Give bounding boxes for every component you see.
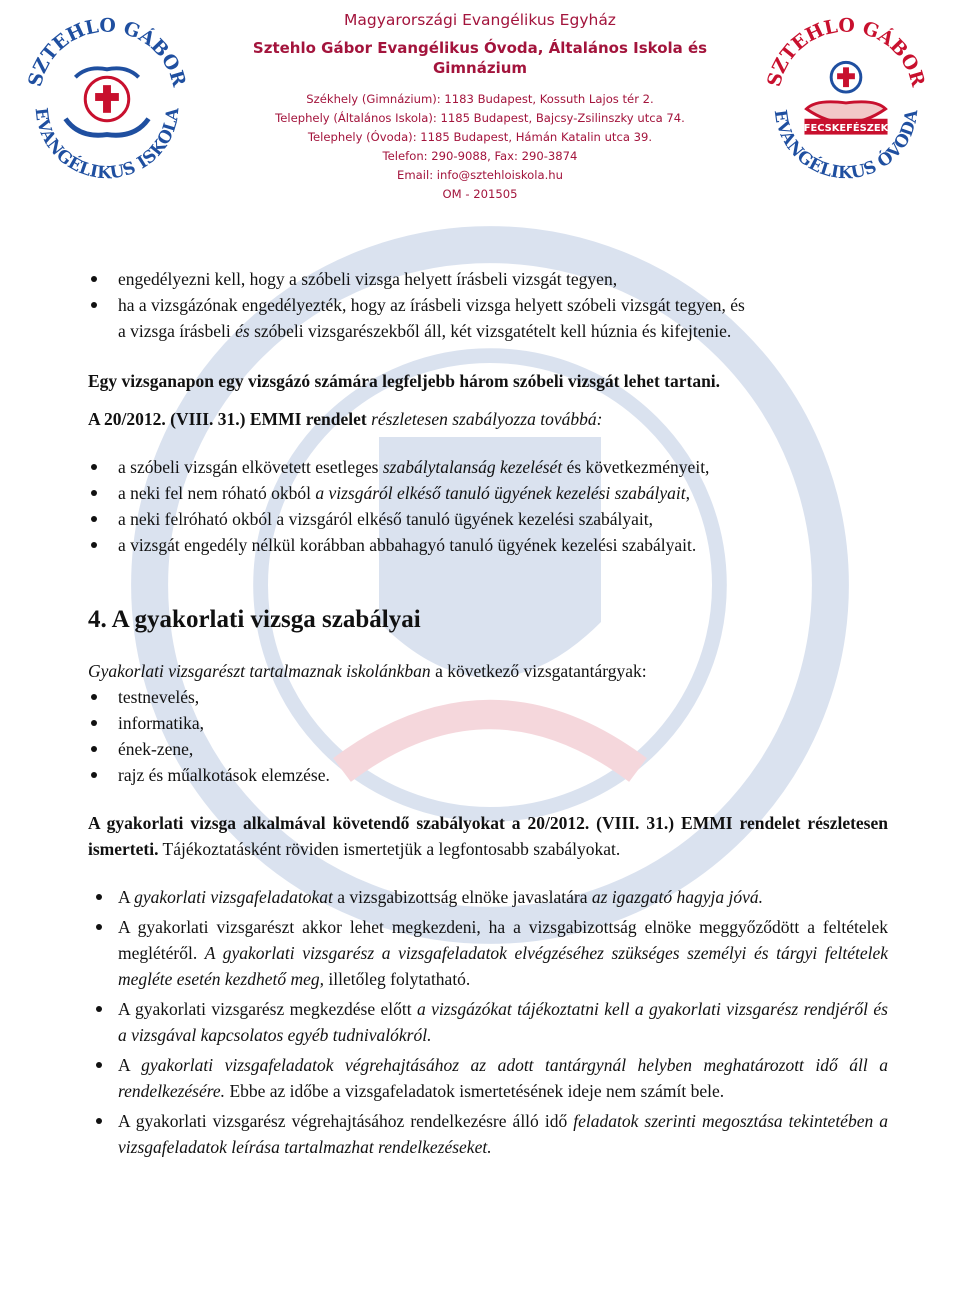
list-item: A gyakorlati vizsgafeladatok végrehajtásához az adott tantárgynál helyben meghatározott idő áll a rendelkezésére. Ebbe az időbe a vizsgafeladatok ismertetésének ideje nem számít bele. bbox=[118, 1052, 888, 1104]
bullet-icon bbox=[91, 276, 97, 282]
site-address-kindergarten: Telephely (Óvoda): 1185 Budapest, Hámán Katalin utca 39. bbox=[307, 130, 653, 144]
phone-fax: Telefon: 290-9088, Fax: 290-3874 bbox=[382, 149, 578, 163]
list-item: A gyakorlati vizsgafeladatokat a vizsgabizottság elnöke javaslatára az igazgató hagyja jóvá. bbox=[118, 884, 888, 910]
list-item: testnevelés, bbox=[88, 684, 888, 710]
logo-top-text: SZTEHLO GÁBOR bbox=[762, 14, 930, 90]
bullet-icon bbox=[91, 694, 97, 700]
list-item: A gyakorlati vizsgarészt akkor lehet megkezdeni, ha a vizsgabizottság elnöke meggyőződött a feltételek meglétéről. A gyakorlati vizsgarész a vizsgafeladatok elvégzéséhez szükséges személyi és tárgyi feltételek megléte esetén kezdhető meg, illetőleg folytatható. bbox=[118, 914, 888, 992]
one-day-rule: Egy vizsganapon egy vizsgázó számára legfeljebb három szóbeli vizsgát lehet tartani. bbox=[88, 371, 721, 391]
bullet-icon bbox=[91, 302, 97, 308]
section-heading: 4. A gyakorlati vizsga szabályai bbox=[88, 606, 421, 633]
letterhead-text bbox=[230, 10, 730, 204]
list-item: rajz és műalkotások elemzése. bbox=[88, 762, 888, 788]
site-address-school: Telephely (Általános Iskola): 1185 Budapest, Bajcsy-Zsilinszky utca 74. bbox=[275, 111, 685, 125]
bullet-icon bbox=[91, 746, 97, 752]
logo-bottom-text: EVANGÉLIKUS ISKOLA bbox=[31, 106, 183, 183]
bullet-icon bbox=[96, 1006, 102, 1012]
seat-address: Székhely (Gimnázium): 1183 Budapest, Kossuth Lajos tér 2. bbox=[306, 92, 654, 106]
bullet-icon bbox=[96, 894, 102, 900]
logo-top-text: SZTEHLO GÁBOR bbox=[23, 14, 191, 90]
om-number: OM - 201505 bbox=[442, 187, 518, 201]
email: Email: info@sztehloiskola.hu bbox=[397, 168, 563, 182]
rules-intro: A gyakorlati vizsga alkalmával követendő szabályokat a 20/2012. (VIII. 31.) EMMI rendelet részletesen ismerteti. Tájékoztatásként röviden ismertetjük a legfontosabb szabályokat. bbox=[88, 813, 888, 859]
bullet-icon bbox=[91, 772, 97, 778]
decree-bullet-list bbox=[88, 454, 888, 558]
kindergarten-logo bbox=[757, 8, 935, 186]
bullet-icon bbox=[91, 542, 97, 548]
document-body bbox=[88, 266, 888, 1164]
logo-bottom-text: EVANGÉLIKUS ÓVODA bbox=[770, 108, 922, 183]
list-item: a vizsgát engedély nélkül korábban abbahagyó tanuló ügyének kezelési szabályait. bbox=[88, 532, 888, 558]
bullet-icon bbox=[91, 720, 97, 726]
church-name: Magyarországi Evangélikus Egyház bbox=[344, 11, 616, 29]
list-item: A gyakorlati vizsgarész megkezdése előtt a vizsgázókat tájékoztatni kell a gyakorlati vizsgarész rendjéről és a vizsgával kapcsolatos egyéb tudnivalókról. bbox=[118, 996, 888, 1048]
practical-rules-list bbox=[88, 884, 888, 1160]
bullet-icon bbox=[96, 924, 102, 930]
letterhead bbox=[0, 0, 960, 201]
list-item: ének-zene, bbox=[88, 736, 888, 762]
bullet-icon bbox=[96, 1118, 102, 1124]
subjects-intro: Gyakorlati vizsgarészt tartalmaznak iskolánkban a következő vizsgatantárgyak: bbox=[88, 661, 647, 681]
institution-name: Sztehlo Gábor Evangélikus Óvoda, Általános Iskola és Gimnázium bbox=[252, 39, 708, 77]
list-item: informatika, bbox=[88, 710, 888, 736]
decree-intro: A 20/2012. (VIII. 31.) EMMI rendelet részletesen szabályozza továbbá: bbox=[88, 409, 603, 429]
top-bullet-list bbox=[88, 266, 888, 318]
list-item: engedélyezni kell, hogy a szóbeli vizsga helyett írásbeli vizsgát tegyen, bbox=[88, 266, 888, 292]
logo-banner-text: FECSKEFÉSZEK bbox=[803, 123, 889, 135]
list-item: a neki fel nem róható okból a vizsgáról elkéső tanuló ügyének kezelési szabályait, bbox=[88, 480, 888, 506]
list-continuation: a vizsga írásbeli és szóbeli vizsgarészekből áll, két vizsgatételt kell húznia és kifejtenie. bbox=[118, 321, 732, 341]
list-item: A gyakorlati vizsgarész végrehajtásához rendelkezésre álló idő feladatok szerinti megosztása tekintetében a vizsgafeladatok leírása tartalmazhat rendelkezéseket. bbox=[118, 1108, 888, 1160]
bullet-icon bbox=[91, 490, 97, 496]
list-item: a neki felróható okból a vizsgáról elkéső tanuló ügyének kezelési szabályait, bbox=[88, 506, 888, 532]
school-logo bbox=[18, 8, 196, 186]
subjects-list bbox=[88, 684, 888, 788]
bullet-icon bbox=[91, 516, 97, 522]
list-item: ha a vizsgázónak engedélyezték, hogy az írásbeli vizsga helyett szóbeli vizsgát tegyen, és bbox=[88, 292, 888, 318]
list-item: a szóbeli vizsgán elkövetett esetleges szabálytalanság kezelését és következményeit, bbox=[88, 454, 888, 480]
bullet-icon bbox=[96, 1062, 102, 1068]
bullet-icon bbox=[91, 464, 97, 470]
